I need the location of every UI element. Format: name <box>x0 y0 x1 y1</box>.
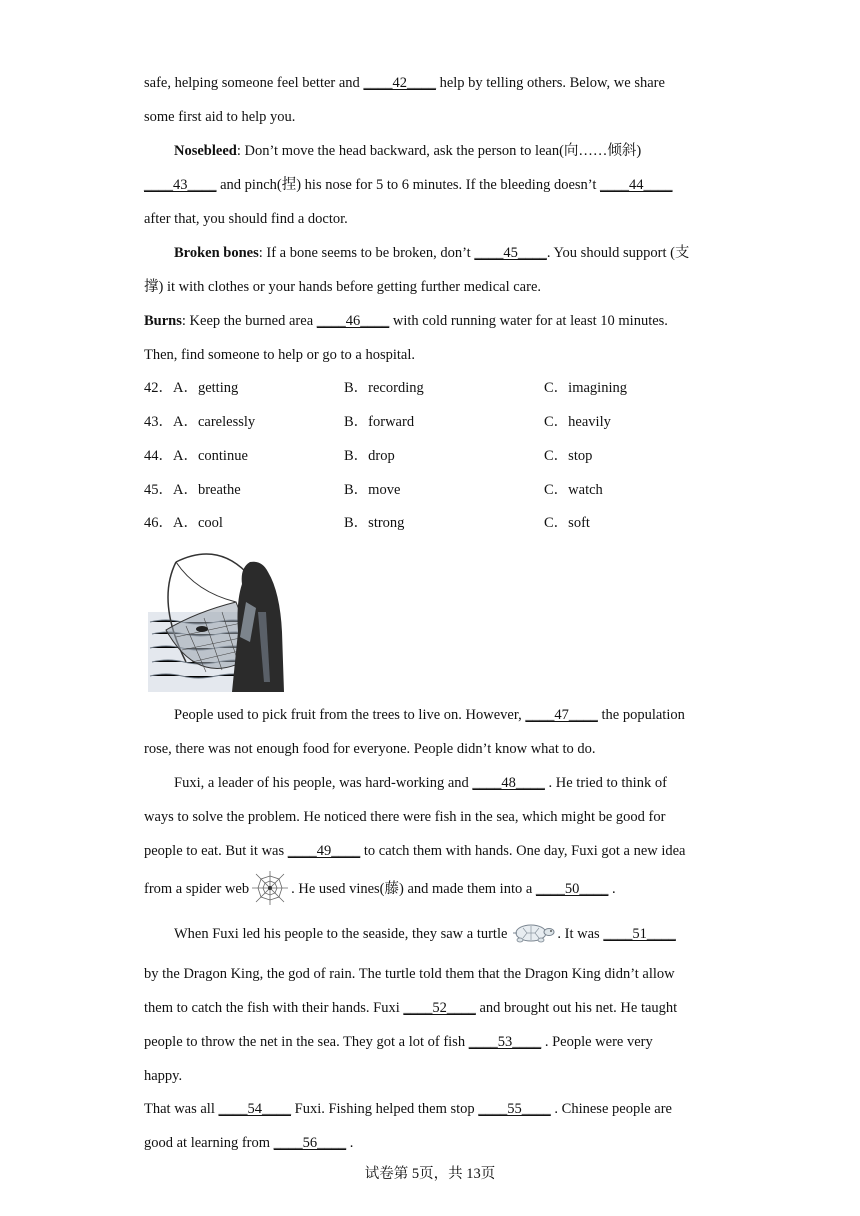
option-a[interactable]: 45．A．breathe <box>144 482 241 498</box>
text: People used to pick fruit from the trees to live on. However, <box>174 707 526 723</box>
burns-line: Then, find someone to help or go to a hospital. <box>144 347 416 363</box>
nosebleed-line <box>174 141 641 161</box>
blank-43[interactable]: ____43____ <box>144 177 217 193</box>
text: . You should support (支 <box>546 245 690 261</box>
blank-49[interactable]: ____49____ <box>287 843 361 859</box>
passage-line: ways to solve the problem. He noticed there were fish in the sea, which might be good for <box>144 809 666 825</box>
section-heading: Nosebleed <box>174 143 237 159</box>
blank-51[interactable]: ____51____ <box>603 926 676 942</box>
passage-line <box>144 73 665 93</box>
passage-line <box>144 841 686 861</box>
passage-line <box>174 924 676 944</box>
page-footer: 试卷第 5页，共 13页 <box>364 1166 496 1182</box>
section-heading: Broken bones <box>174 245 259 261</box>
blank-46[interactable]: ____46____ <box>316 313 390 329</box>
text: people to throw the net in the sea. They got a lot of fish <box>144 1034 469 1050</box>
text: the population <box>597 707 685 723</box>
burns-line <box>144 311 668 331</box>
passage-line: some first aid to help you. <box>144 109 296 125</box>
text: and pinch(捏) his nose for 5 to 6 minutes. If the bleeding doesn’t <box>216 177 601 193</box>
blank-44[interactable]: ____44____ <box>600 177 673 193</box>
text: them to catch the fish with their hands. Fuxi <box>144 1000 404 1016</box>
passage-line <box>144 1032 653 1052</box>
text: : If a bone seems to be broken, don’t <box>258 245 475 261</box>
blank-54[interactable]: ____54____ <box>218 1101 291 1117</box>
broken-bones-line: 撑) it with clothes or your hands before getting further medical care. <box>144 279 542 295</box>
option-b[interactable]: B．drop <box>344 448 395 464</box>
blank-53[interactable]: ____53____ <box>468 1034 542 1050</box>
blank-42[interactable]: ____42____ <box>363 75 436 91</box>
text: help by telling others. Below, we share <box>435 75 665 91</box>
text: and brought out his net. He taught <box>475 1000 678 1016</box>
passage-line <box>144 1099 672 1119</box>
passage-line: by the Dragon King, the god of rain. The turtle told them that the Dragon King didn’t allow <box>144 966 675 982</box>
broken-bones-line <box>174 243 689 263</box>
option-c[interactable]: C．soft <box>544 515 590 531</box>
text: . He tried to think of <box>544 775 667 791</box>
option-b[interactable]: B．strong <box>344 515 405 531</box>
option-a[interactable]: 46．A．cool <box>144 515 223 531</box>
text: : Don’t move the head backward, ask the person to lean(向……倾斜) <box>236 143 642 159</box>
spider-web-icon <box>249 869 291 907</box>
option-b[interactable]: B．move <box>344 482 401 498</box>
text: from a spider web <box>144 881 250 897</box>
text: Fuxi, a leader of his people, was hard-working and <box>174 775 473 791</box>
text: good at learning from <box>144 1135 274 1151</box>
text: . <box>346 1135 354 1151</box>
text: . <box>608 881 616 897</box>
blank-56[interactable]: ____56____ <box>273 1135 347 1151</box>
fishing-net-illustration <box>146 542 286 694</box>
option-a[interactable]: 43．A．carelessly <box>144 414 256 430</box>
blank-52[interactable]: ____52____ <box>403 1000 476 1016</box>
option-c[interactable]: C．stop <box>544 448 593 464</box>
text: Fuxi. Fishing helped them stop <box>291 1101 479 1117</box>
option-c[interactable]: C．watch <box>544 482 603 498</box>
section-heading: Burns <box>144 313 182 329</box>
text: . He used vines(藤) and made them into a <box>291 881 536 897</box>
passage-line <box>144 1133 353 1153</box>
text: to catch them with hands. One day, Fuxi got a new idea <box>360 843 686 859</box>
passage-line: happy. <box>144 1068 183 1084</box>
option-a[interactable]: 44．A．continue <box>144 448 248 464</box>
text: When Fuxi led his people to the seaside, they saw a turtle <box>174 926 508 942</box>
blank-45[interactable]: ____45____ <box>474 245 547 261</box>
passage-line <box>174 773 667 793</box>
option-b[interactable]: B．forward <box>344 414 415 430</box>
text: with cold running water for at least 10 minutes. <box>389 313 668 329</box>
text: . Chinese people are <box>550 1101 672 1117</box>
text: . People were very <box>541 1034 653 1050</box>
option-c[interactable]: C．imagining <box>544 380 627 396</box>
passage-line <box>174 705 685 725</box>
option-a[interactable]: 42．A．getting <box>144 380 239 396</box>
blank-47[interactable]: ____47____ <box>525 707 598 723</box>
blank-48[interactable]: ____48____ <box>472 775 545 791</box>
text: : Keep the burned area <box>181 313 317 329</box>
turtle-icon <box>507 920 557 946</box>
nosebleed-line <box>144 175 673 195</box>
blank-50[interactable]: ____50____ <box>535 881 609 897</box>
text: That was all <box>144 1101 219 1117</box>
passage-line <box>144 879 616 899</box>
option-b[interactable]: B．recording <box>344 380 424 396</box>
passage-line <box>144 998 677 1018</box>
option-c[interactable]: C．heavily <box>544 414 611 430</box>
text: . It was <box>557 926 604 942</box>
text: safe, helping someone feel better and <box>144 75 364 91</box>
nosebleed-line: after that, you should find a doctor. <box>144 211 348 227</box>
passage-line: rose, there was not enough food for everyone. People didn’t know what to do. <box>144 741 596 757</box>
text: people to eat. But it was <box>144 843 288 859</box>
blank-55[interactable]: ____55____ <box>478 1101 551 1117</box>
